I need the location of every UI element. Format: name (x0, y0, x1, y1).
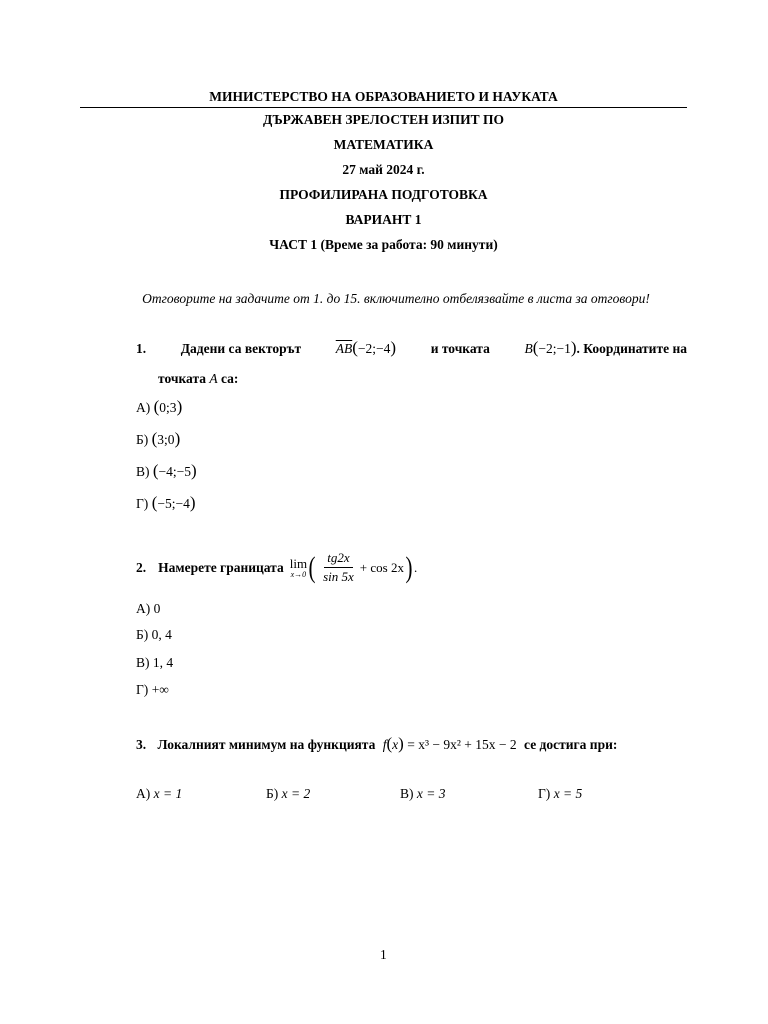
q3-option-c: В) x = 3 (400, 786, 446, 801)
q1-vector: $\overline{AB}(-2;-4)$ (335, 338, 397, 357)
ministry-heading: МИНИСТЕРСТВО НА ОБРАЗОВАНИЕТО И НАУКАТА (209, 89, 558, 104)
q2-option-c: В) 1, 4 (136, 655, 174, 670)
header-rule (80, 107, 687, 108)
q1-number: 1. (136, 341, 147, 356)
q3-function: f(x) = x³ − 9x² + 15x − 2 (382, 734, 517, 753)
instructions: Отговорите на задачите от 1. до 15. включително отбелязвайте в листа за отговори! (142, 291, 650, 306)
q2-fraction: $\frac{tg2x}{\sin 5x}$ (323, 550, 354, 584)
q2-stem (136, 550, 417, 585)
q2-option-b: Б) 0, 4 (136, 627, 172, 642)
q1-option-d: Г) (−5;−4) (136, 493, 196, 512)
q1-option-b: Б) (3;0) (136, 429, 181, 448)
variant-heading: ВАРИАНТ 1 (345, 212, 422, 227)
q2-number: 2. (136, 559, 147, 575)
q3-option-b: Б) x = 2 (266, 786, 311, 801)
part-heading: ЧАСТ 1 (Време за работа: 90 минути) (269, 237, 498, 252)
q3-stem (136, 735, 617, 753)
q3-text: Локалният минимум на функцията (157, 737, 376, 752)
exam-date: 27 май 2024 г. (342, 162, 425, 177)
q1-stem-line1 (136, 339, 687, 357)
q3-option-d: Г) x = 5 (538, 786, 583, 801)
q3-option-a: А) x = 1 (136, 786, 183, 801)
q2-option-a: А) 0 (136, 601, 161, 616)
q3-text-end: се достига при: (524, 737, 618, 752)
q2-lim: lim x→0 (289, 555, 308, 579)
q2-text: Намерете границата (158, 559, 284, 575)
level-heading: ПРОФИЛИРАНА ПОДГОТОВКА (279, 187, 488, 202)
q2-option-d: Г) +∞ (136, 682, 169, 697)
q1-stem-line2: точката A са: (158, 371, 239, 386)
subject-heading: МАТЕМАТИКА (333, 137, 434, 152)
page-number: 1 (380, 947, 387, 962)
q1-point: B(−2;−1). Координатите на (524, 338, 687, 357)
q3-number: 3. (136, 737, 147, 752)
q1-option-a: А) (0;3) (136, 397, 183, 416)
q1-text-a: Дадени са векторът (180, 341, 302, 356)
q1-option-c: В) (−4;−5) (136, 461, 197, 480)
q2-limit-expression: lim x→0 ( $\frac{tg2x}{\sin 5x}$ + cos 2x ) . (289, 550, 418, 584)
exam-heading: ДЪРЖАВЕН ЗРЕЛОСТЕН ИЗПИТ ПО (263, 112, 504, 127)
q1-text-b: и точката (430, 341, 490, 356)
